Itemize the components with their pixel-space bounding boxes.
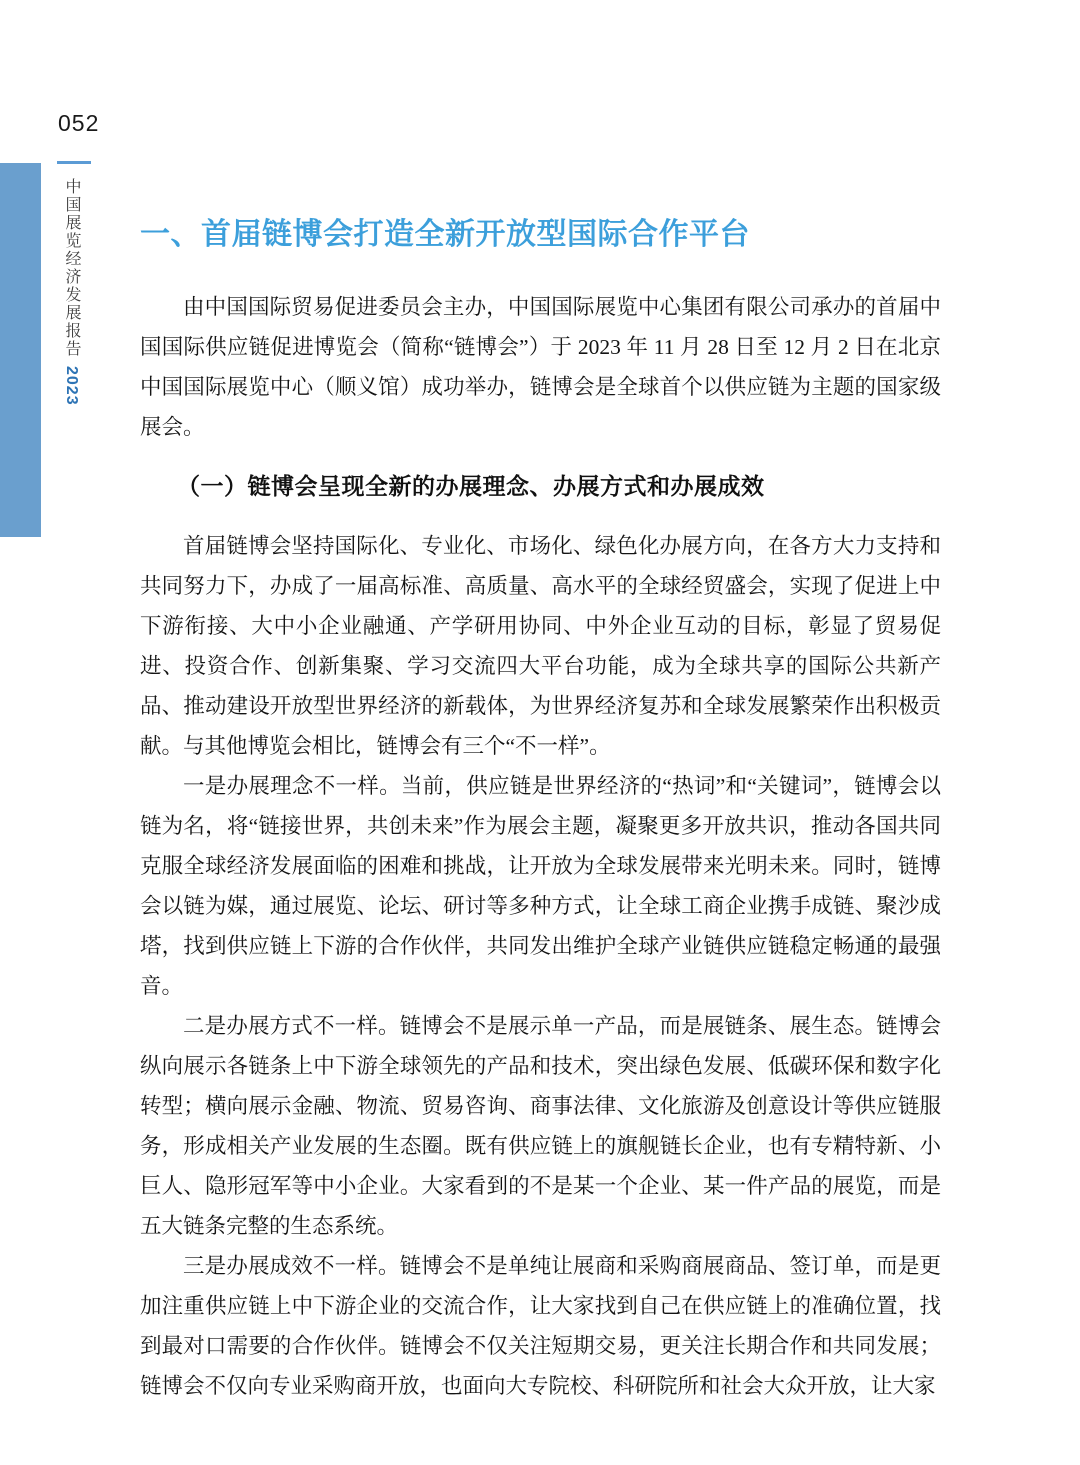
- left-accent-bar: [0, 163, 41, 537]
- body-paragraph-4: 三是办展成效不一样。链博会不是单纯让展商和采购商展商品、签订单，而是更加注重供应链上中下游企业的交流合作，让大家找到自己在供应链上的准确位置，找到最对口需要的合作伙伴。链博会不仅关注短期交易，更关注长期合作和共同发展；链博会不仅向专业采购商开放，也面向大专院校、科研院所和社会大众开放，让大家: [140, 1254, 941, 1398]
- main-content: [140, 214, 941, 1406]
- body-paragraph-2: 一是办展理念不一样。当前，供应链是世界经济的“热词”和“关键词”，链博会以链为名，将“链接世界，共创未来”作为展会主题，凝聚更多开放共识，推动各国共同克服全球经济发展面临的困难和挑战，让开放为全球发展带来光明未来。同时，链博会以链为媒，通过展览、论坛、研讨等多种方式，让全球工商企业携手成链、聚沙成塔，找到供应链上下游的合作伙伴，共同发出维护全球产业链供应链稳定畅通的最强音。: [140, 774, 941, 998]
- body-paragraph-3: 二是办展方式不一样。链博会不是展示单一产品，而是展链条、展生态。链博会纵向展示各链条上中下游全球领先的产品和技术，突出绿色发展、低碳环保和数字化转型；横向展示金融、物流、贸易咨询、商事法律、文化旅游及创意设计等供应链服务，形成相关产业发展的生态圈。既有供应链上的旗舰链长企业，也有专精特新、小巨人、隐形冠军等中小企业。大家看到的不是某一个企业、某一件产品的展览，而是五大链条完整的生态系统。: [140, 1014, 941, 1238]
- header-rule: [57, 161, 91, 164]
- section-heading: （一）链博会呈现全新的办展理念、办展方式和办展成效: [177, 473, 765, 499]
- report-title-text: 中国展览经济发展报告: [63, 178, 80, 358]
- body-paragraph-1: 首届链博会坚持国际化、专业化、市场化、绿色化办展方向，在各方大力支持和共同努力下，办成了一届高标准、高质量、高水平的全球经贸盛会，实现了促进上中下游衔接、大中小企业融通、产学研用协同、中外企业互动的目标，彰显了贸易促进、投资合作、创新集聚、学习交流四大平台功能，成为全球共享的国际公共新产品、推动建设开放型世界经济的新载体，为世界经济复苏和全球发展繁荣作出积极贡献。与其他博览会相比，链博会有三个“不一样”。: [140, 534, 941, 758]
- intro-paragraph: 由中国国际贸易促进委员会主办，中国国际展览中心集团有限公司承办的首届中国国际供应链促进博览会（简称“链博会”）于 2023 年 11 月 28 日至 12 月 2 日在北京中国国际展览中心（顺义馆）成功举办，链博会是全球首个以供应链为主题的国家级展会。: [140, 295, 941, 439]
- report-year: 2023: [63, 366, 80, 406]
- chapter-heading: 一、首届链博会打造全新开放型国际合作平台: [140, 218, 750, 251]
- vertical-report-title: [54, 178, 88, 406]
- page-number: 052: [58, 110, 100, 136]
